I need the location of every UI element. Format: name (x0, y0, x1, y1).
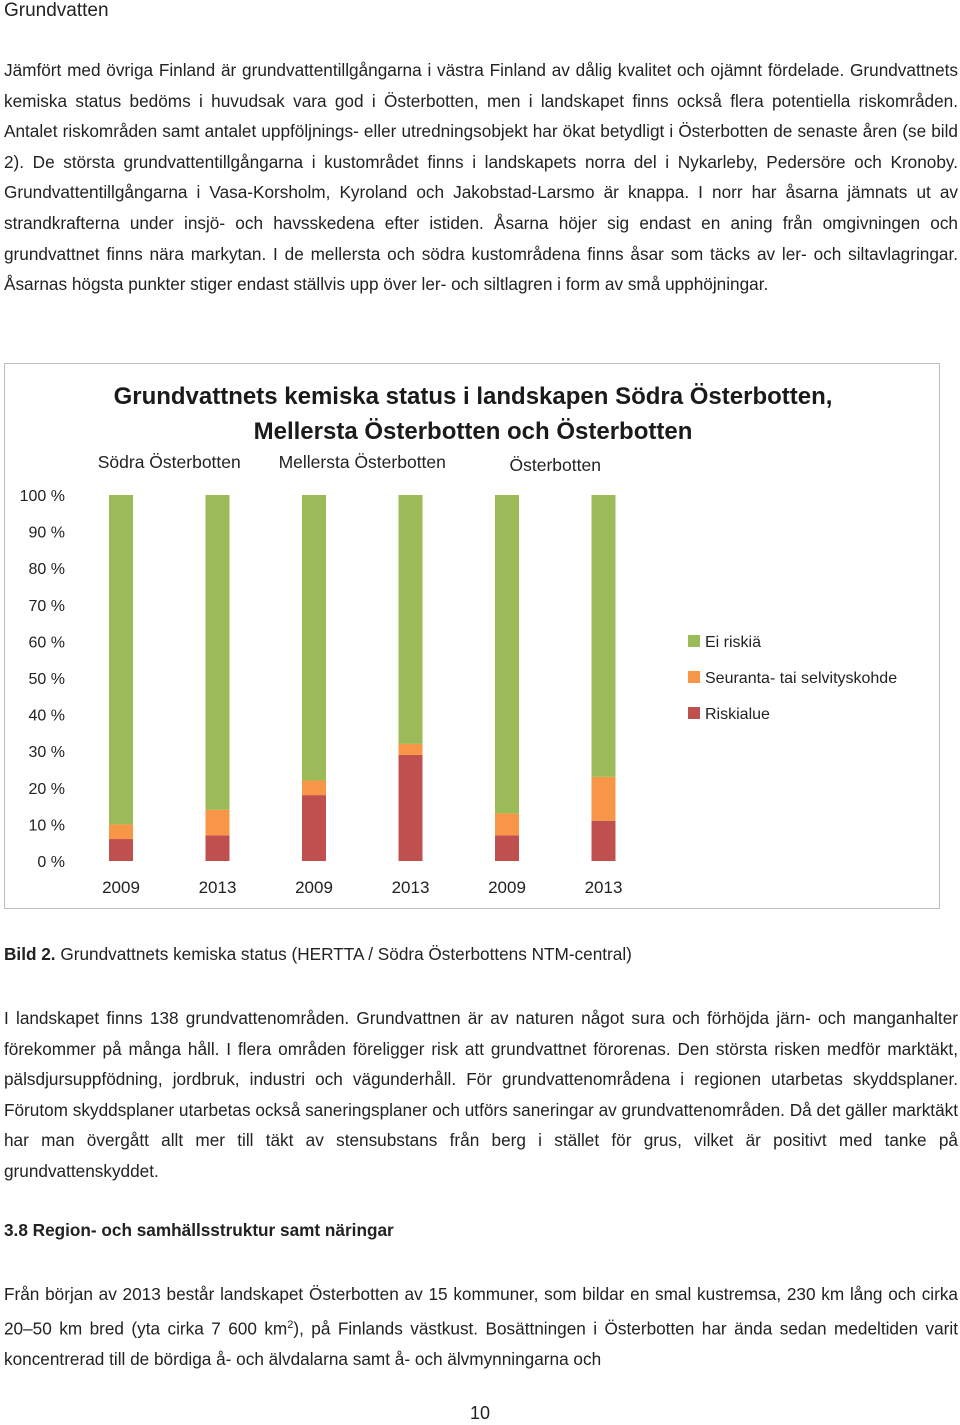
bar-segment (495, 813, 519, 835)
bar-segment (399, 755, 423, 861)
x-tick-label: 2009 (488, 878, 526, 897)
bar-segment (206, 835, 230, 861)
y-tick-label: 60 % (28, 634, 65, 652)
section-heading: Grundvatten (4, 0, 109, 21)
bar-segment (592, 821, 616, 861)
bar-segment (302, 795, 326, 861)
y-tick-label: 40 % (28, 707, 65, 725)
caption-label: Bild 2. (4, 944, 56, 964)
bar-segment (206, 495, 230, 810)
x-tick-label: 2013 (198, 878, 237, 897)
bar-segment (302, 495, 326, 780)
bar-segment (206, 810, 230, 836)
legend-label: Riskialue (705, 706, 770, 723)
x-tick-label: 2009 (295, 878, 333, 897)
region-paragraph-part2: ), på Finlands västkust. Bosättningen i Österbotten har ända sedan medeltiden varit koncentrerad till de bördiga å- och älvdalarna samt å- och älvmynningarna och (4, 1318, 958, 1369)
page-number: 10 (469, 1403, 491, 1423)
section-title: 3.8 Region- och samhällsstruktur samt näringar (4, 1220, 394, 1240)
stacked-bar-chart (5, 364, 939, 908)
x-tick-label: 2013 (584, 878, 623, 897)
chart-title-line2: Mellersta Österbotten och Österbotten (253, 418, 693, 445)
group-label: Mellersta Österbotten (278, 452, 446, 472)
chart-frame (4, 363, 940, 909)
y-tick-label: 70 % (28, 597, 65, 615)
bar-segment (592, 777, 616, 821)
bar-segment (592, 495, 616, 777)
group-label: Södra Österbotten (97, 452, 241, 472)
legend-swatch (688, 707, 700, 719)
bar-segment (109, 495, 133, 824)
y-tick-label: 20 % (28, 780, 65, 798)
y-tick-label: 30 % (28, 744, 65, 762)
group-label: Österbotten (509, 455, 601, 475)
bar-segment (399, 495, 423, 744)
bar-segment (109, 839, 133, 861)
chart-title-line1: Grundvattnets kemiska status i landskapen Södra Österbotten, (113, 383, 833, 410)
bar-segment (399, 744, 423, 755)
y-tick-label: 100 % (19, 488, 65, 505)
y-tick-label: 80 % (28, 561, 65, 579)
intro-paragraph: Jämfört med övriga Finland är grundvattentillgångarna i västra Finland av dålig kvalitet och ojämnt fördelade. Grundvattnets kemiska status bedöms i huvudsak vara god i Österbotten, men i landskapet finns också flera potentiella riskområden. Antalet riskområden samt antalet uppföljnings- eller utredningsobjekt har ökat betydligt i Österbotten de senaste åren (se bild 2). De största grundvattentillgångarna i kustområdet finns i landskapets norra del i Nykarleby, Pedersöre och Kronoby. Grundvattentillgångarna i Vasa-Korsholm, Kyroland och Jakobstad-Larsmo är knappa. I norr har åsarna jämnats ut av strandkrafterna under insjö- och havsskedena efter istiden. Åsarna höjer sig endast en aning från omgivningen och grundvattnet finns nära markytan. I de mellersta och södra kustområdena finns åsar som täcks av ler- och siltavlagringar. Åsarnas högsta punkter stiger endast ställvis upp över ler- och siltlagren i form av små upphöjningar. (4, 60, 958, 295)
x-tick-label: 2009 (102, 878, 140, 897)
y-tick-label: 50 % (28, 671, 65, 688)
body-paragraph: I landskapet finns 138 grundvattenområden. Grundvattnen är av naturen något sura och förhöjda järn- och manganhalter förekommer på många håll. I flera områden föreligger risk att grundvattnet förorenas. Den största risken medför marktäkt, pälsdjursuppfödning, jordbruk, industri och vägunderhåll. För grundvattenområdena i regionen utarbetas skyddsplaner. Förutom skyddsplaner utarbetas också saneringsplaner och utförs saneringar av grundvattenområden. Då det gäller marktäkt har man övergått allt mer till täkt av stensubstans från berg i stället för grus, vilket är positivt med tanke på grundvattenskyddet. (4, 1008, 958, 1181)
bar-segment (302, 780, 326, 795)
region-paragraph (4, 1279, 958, 1375)
caption-text: Grundvattnets kemiska status (HERTTA / Södra Österbottens NTM-central) (55, 944, 632, 964)
x-tick-label: 2013 (391, 878, 430, 897)
y-tick-label: 10 % (28, 817, 65, 835)
figure-caption (4, 944, 632, 965)
y-tick-label: 0 % (37, 854, 65, 871)
legend-label: Ei riskiä (705, 634, 762, 651)
legend-label: Seuranta- tai selvityskohde (705, 670, 898, 687)
bar-segment (495, 495, 519, 813)
y-tick-label: 90 % (28, 524, 65, 542)
legend-swatch (688, 635, 700, 647)
bar-segment (109, 824, 133, 839)
bar-segment (495, 835, 519, 861)
legend-swatch (688, 671, 700, 683)
region-paragraph-part1: Från början av 2013 består landskapet Österbotten av 15 kommuner, som bildar en smal kustremsa, 230 km lång och cirka 20–50 km bred (yta cirka 7 600 km (4, 1284, 958, 1339)
superscript: 2 (287, 1318, 294, 1331)
